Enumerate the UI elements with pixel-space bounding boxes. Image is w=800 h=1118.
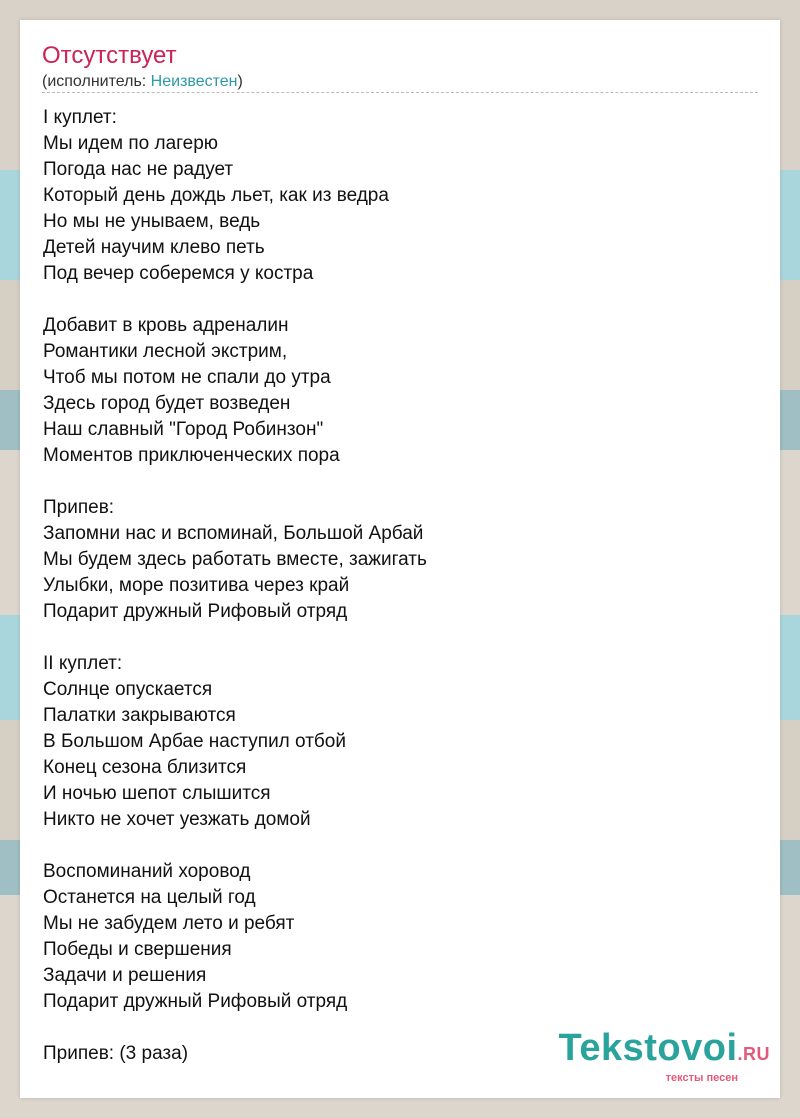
lyric-line: Припев:: [43, 497, 115, 518]
lyric-line: [43, 469, 758, 495]
lyric-line: Победы и свершения: [43, 939, 232, 960]
lyric-line: Останется на целый год: [43, 887, 256, 908]
logo-wordmark: [558, 1028, 770, 1074]
lyric-line: Под вечер соберемся у костра: [43, 263, 314, 284]
lyric-line: Подарит дружный Рифовый отряд: [43, 991, 348, 1012]
lyric-line: Романтики лесной экстрим,: [43, 341, 288, 362]
song-title: Отсутствует: [42, 42, 177, 69]
lyric-line: Мы будем здесь работать вместе, зажигать: [43, 549, 427, 570]
lyric-line: [43, 287, 758, 313]
lyrics-body: [43, 105, 758, 1067]
lyrics-sheet: [20, 20, 780, 1098]
lyric-line: [43, 625, 758, 651]
site-logo[interactable]: [558, 1028, 770, 1084]
artist-suffix: ): [237, 73, 243, 90]
lyric-line: Улыбки, море позитива через край: [43, 575, 350, 596]
lyric-line: Никто не хочет уезжать домой: [43, 809, 311, 830]
lyric-line: Чтоб мы потом не спали до утра: [43, 367, 331, 388]
lyric-line: Моментов приключенческих пора: [43, 445, 340, 466]
lyric-line: Добавит в кровь адреналин: [43, 315, 289, 336]
lyric-line: II куплет:: [43, 653, 123, 674]
lyric-line: Подарит дружный Рифовый отряд: [43, 601, 348, 622]
lyric-line: Но мы не унываем, ведь: [43, 211, 261, 232]
lyric-line: Палатки закрываются: [43, 705, 236, 726]
lyric-line: Мы не забудем лето и ребят: [43, 913, 295, 934]
logo-tagline: тексты песен: [665, 1072, 738, 1084]
lyric-line: Воспоминаний хоровод: [43, 861, 251, 882]
lyric-line: Конец сезона близится: [43, 757, 247, 778]
lyric-line: Мы идем по лагерю: [43, 133, 219, 154]
header-divider: [42, 92, 758, 93]
lyric-line: Солнце опускается: [43, 679, 213, 700]
lyric-line: Погода нас не радует: [43, 159, 234, 180]
lyric-line: И ночью шепот слышится: [43, 783, 271, 804]
artist-line: [42, 72, 758, 92]
lyric-line: В Большом Арбае наступил отбой: [43, 731, 346, 752]
artist-prefix: (исполнитель:: [42, 73, 151, 90]
lyric-line: [43, 833, 758, 859]
lyric-line: Задачи и решения: [43, 965, 207, 986]
artist-link[interactable]: Неизвестен: [150, 73, 238, 90]
lyric-line: I куплет:: [43, 107, 117, 128]
song-header: [42, 42, 758, 92]
lyric-line: Здесь город будет возведен: [43, 393, 291, 414]
logo-name: Tekstovoi: [558, 1027, 738, 1069]
logo-tld: .RU: [737, 1044, 770, 1064]
lyric-line: Запомни нас и вспоминай, Большой Арбай: [43, 523, 424, 544]
lyric-line: Припев: (3 раза): [43, 1043, 189, 1064]
lyric-line: Наш славный "Город Робинзон": [43, 419, 324, 440]
lyric-line: Детей научим клево петь: [43, 237, 265, 258]
lyric-line: Который день дождь льет, как из ведра: [43, 185, 389, 206]
